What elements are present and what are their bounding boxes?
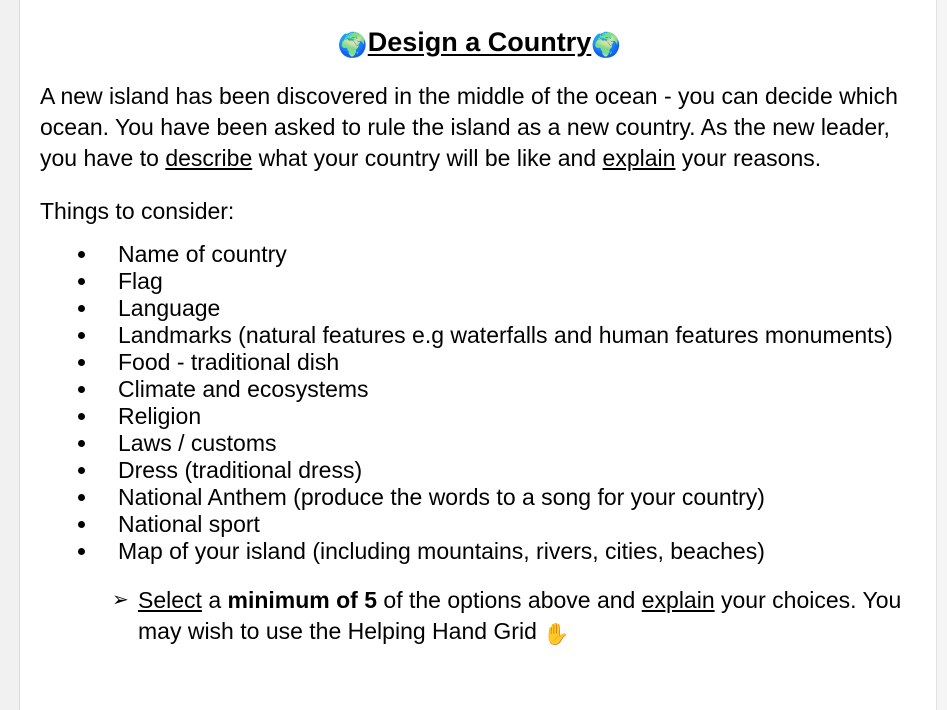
page-scrollbar[interactable] [936, 0, 947, 710]
list-item-label: Laws / customs [118, 430, 277, 457]
consider-heading: Things to consider: [40, 198, 235, 225]
list-item-label: Landmarks (natural features e.g waterfalls and human features monuments) [118, 322, 893, 349]
arrow-bullet-icon: ➢ [112, 589, 129, 612]
page-title [40, 28, 919, 59]
task-text-mid1: a [201, 587, 228, 614]
task-keyword-select: Select [138, 587, 202, 614]
consider-list [40, 241, 919, 565]
intro-text-part3: your reasons. [675, 145, 822, 172]
globe-icon-right: 🌍 [591, 32, 622, 59]
bullet-icon [78, 278, 85, 285]
bullet-icon [78, 359, 85, 366]
list-item-label: Dress (traditional dress) [118, 457, 363, 484]
bullet-icon [78, 467, 85, 474]
list-item-label: Name of country [118, 241, 287, 268]
list-item [40, 349, 919, 376]
bullet-icon [78, 251, 85, 258]
list-item [40, 403, 919, 430]
bullet-icon [78, 386, 85, 393]
intro-text-part1: A new island has been discovered in the middle of the ocean - you can decide which ocean. You have been asked to rule the island as a new country. As the new leader, you have to [40, 83, 898, 172]
raised-hand-icon: ✋ [543, 623, 570, 647]
bullet-icon [78, 332, 85, 339]
globe-icon-left: 🌍 [337, 32, 368, 59]
list-item-label: National sport [118, 511, 260, 538]
task-text-mid3: your choices. You may wish to use the Helping Hand Grid [138, 587, 902, 645]
list-item-label: Flag [118, 268, 163, 295]
list-item-label: Language [118, 295, 221, 322]
task-keyword-explain: explain [641, 587, 715, 614]
task-list [40, 585, 919, 650]
page-title-text: Design a Country [367, 27, 592, 57]
page-left-margin [0, 0, 20, 710]
list-item-label: Food - traditional dish [118, 349, 340, 376]
list-item [40, 538, 919, 565]
document-body [20, 0, 937, 710]
bullet-icon [78, 440, 85, 447]
list-item-label: Map of your island (including mountains, rivers, cities, beaches) [118, 538, 765, 565]
task-list-item [40, 585, 919, 650]
bullet-icon [78, 548, 85, 555]
list-item [40, 322, 919, 349]
task-keyword-minimum: minimum of 5 [227, 587, 378, 614]
list-item-label: Climate and ecosystems [118, 376, 369, 403]
list-item [40, 511, 919, 538]
intro-paragraph [40, 81, 919, 174]
list-item [40, 268, 919, 295]
list-item [40, 457, 919, 484]
intro-keyword-describe: describe [165, 145, 253, 172]
intro-keyword-explain: explain [602, 145, 676, 172]
bullet-icon [78, 413, 85, 420]
list-item [40, 376, 919, 403]
list-item-label: National Anthem (produce the words to a song for your country) [118, 484, 765, 511]
bullet-icon [78, 521, 85, 528]
list-item [40, 484, 919, 511]
intro-text-part2: what your country will be like and [252, 145, 603, 172]
list-item [40, 430, 919, 457]
bullet-icon [78, 305, 85, 312]
list-item-label: Religion [118, 403, 202, 430]
list-item [40, 295, 919, 322]
bullet-icon [78, 494, 85, 501]
list-item [40, 241, 919, 268]
task-text-mid2: of the options above and [377, 587, 642, 614]
